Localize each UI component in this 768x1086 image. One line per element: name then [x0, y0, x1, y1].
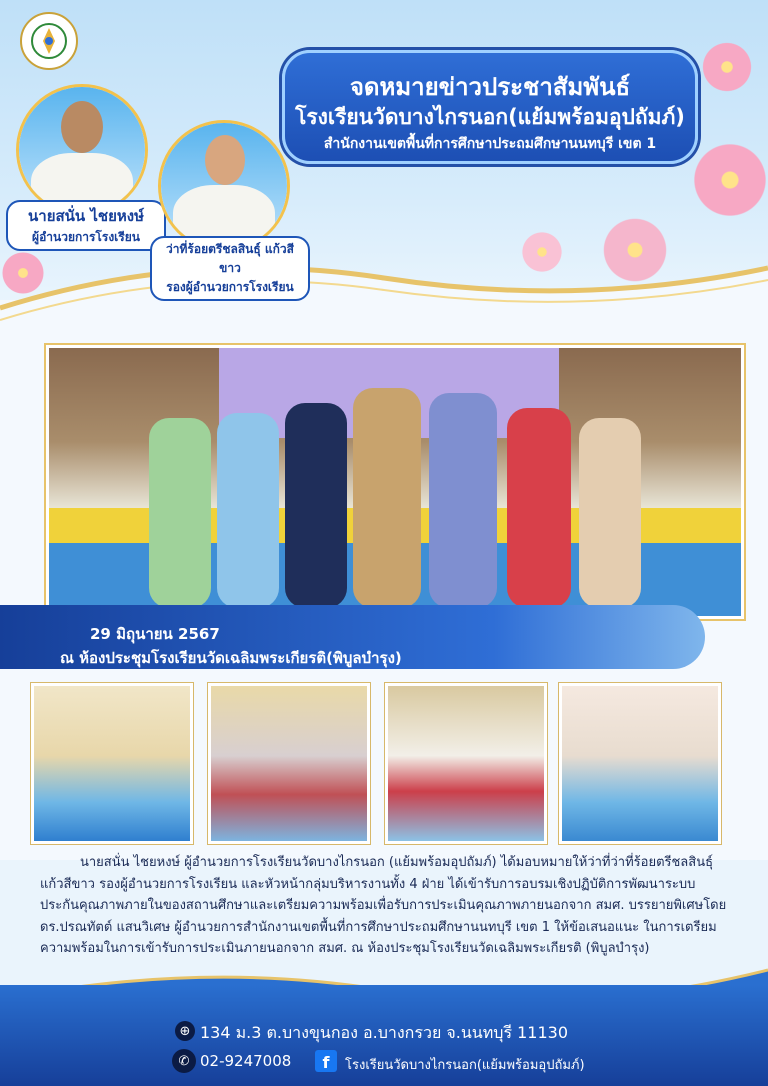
director-name-badge [6, 200, 166, 251]
event-date: 29 มิถุนายน 2567 [90, 625, 220, 643]
director-position: ผู้อำนวยการโรงเรียน [32, 230, 140, 244]
event-photo-thumbnail [208, 683, 370, 844]
deputy-position: รองผู้อำนวยการโรงเรียน [166, 280, 294, 294]
event-photo-thumbnail [31, 683, 193, 844]
phone-icon: ✆ [172, 1049, 196, 1073]
event-photo-thumbnail [385, 683, 547, 844]
portrait-director [16, 84, 148, 216]
school-name: โรงเรียนวัดบางไกรนอก(แย้มพร้อมอุปถัมภ์) [295, 105, 685, 129]
newsletter-title-box [282, 50, 698, 164]
main-event-photo [46, 345, 744, 619]
deputy-name-badge [150, 236, 310, 301]
portrait-deputy [158, 120, 290, 252]
newsletter-title: จดหมายข่าวประชาสัมพันธ์ [349, 73, 631, 101]
deputy-name: ว่าที่ร้อยตรีชลสินธุ์ แก้วสีขาว [166, 242, 294, 275]
school-emblem-icon [20, 12, 78, 70]
facebook-icon[interactable]: f [315, 1050, 337, 1072]
education-office: สำนักงานเขตพื้นที่การศึกษาประถมศึกษานนทบุรี เขต 1 [323, 136, 657, 152]
school-address: 134 ม.3 ต.บางขุนกอง อ.บางกรวย จ.นนทบุรี 11130 [200, 1023, 569, 1042]
director-name: นายสนั่น ไชยหงษ์ [28, 207, 144, 225]
school-phone: 02-9247008 [200, 1052, 292, 1070]
event-photo-thumbnail [559, 683, 721, 844]
event-place: ณ ห้องประชุมโรงเรียนวัดเฉลิมพระเกียรติ(พิบูลบำรุง) [60, 649, 402, 667]
facebook-page-name[interactable]: โรงเรียนวัดบางไกรนอก(แย้มพร้อมอุปถัมภ์) [345, 1058, 585, 1073]
globe-icon: ⊕ [175, 1021, 195, 1041]
news-body-text: นายสนั่น ไชยหงษ์ ผู้อำนวยการโรงเรียนวัดบางไกรนอก (แย้มพร้อมอุปถัมภ์) ได้มอบหมายให้ว่าที่ว่าที่ร้อยตรีชลสินธุ์ แก้วสีขาว รองผู้อำนวยการโรงเรียน และหัวหน้ากลุ่มบริหารงานทั้ง 4 ฝ่าย ได้เข้ารับการอบรมเชิงปฏิบัติการพัฒนาระบบประกันคุณภาพภายในของสถานศึกษาและเตรียมความพร้อมเพื่อรับการประเมินคุณภาพภายนอกจาก สมศ. บรรยายพิเศษโดย ดร.ปรณทัตต์ แสนวิเศษ ผู้อำนวยการสำนักงานเขตพื้นที่การศึกษาประถมศึกษานนทบุรี เขต 1 ให้ข้อเสนอแนะ ในการเตรียมความพร้อมในการเข้ารับการประเมินภายนอกจาก สมศ. ณ ห้องประชุมโรงเรียนวัดเฉลิมพระเกียรติ (พิบูลบำรุง) [40, 855, 727, 956]
